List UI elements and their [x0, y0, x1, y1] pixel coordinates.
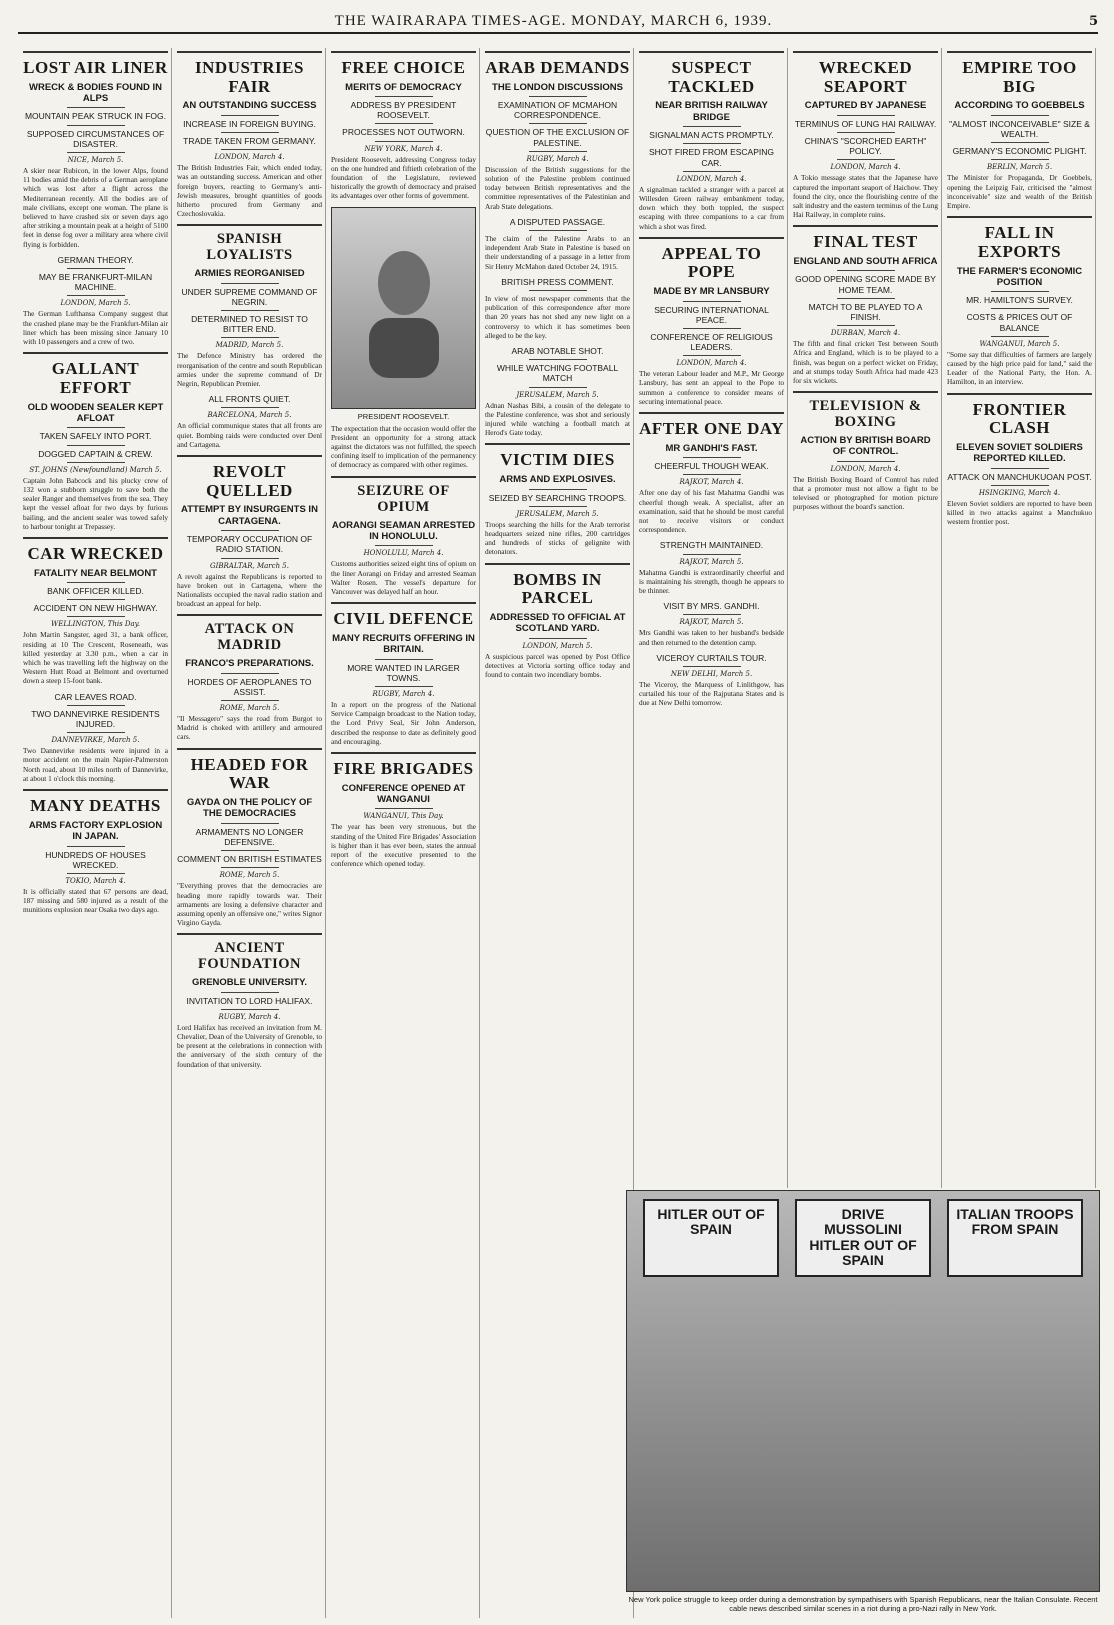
- subheadline: MATCH TO BE PLAYED TO A FINISH.: [808, 301, 923, 322]
- dateline: LONDON, March 4.: [214, 153, 285, 162]
- headline: APPEAL TO POPE: [661, 243, 762, 282]
- column-2: [174, 48, 326, 1618]
- dateline: ST. JOHNS (Newfoundland) March 5.: [29, 465, 162, 474]
- headline: ARAB DEMANDS: [485, 58, 630, 77]
- headline: AFTER ONE DAY: [639, 419, 784, 439]
- article-body: Captain John Babcock and his plucky crew of 132 won a stubborn struggle to save both the sealer Ranger and themselves from the sea. They kept the vessel afloat for two days by furious bailing, and the ancient sealer was towed safely to harbour tonight at Trepassey.: [23, 475, 168, 531]
- subheadline: EXAMINATION OF MCMAHON CORRESPONDENCE.: [497, 100, 618, 121]
- article-body: "Some say that difficulties of farmers are largely caused by the high price paid for land," said the Leader of the National Party, the Hon. A. Hamilton, in an interview.: [947, 349, 1092, 387]
- column-1: [20, 48, 172, 1618]
- subheadline: ENGLAND AND SOUTH AFRICA: [793, 256, 938, 268]
- article: [947, 393, 1092, 527]
- headline: SUSPECT TACKLED: [668, 58, 755, 96]
- article-body: It is officially stated that 67 persons are dead, 187 missing and 580 injured as a result of the munitions explosion near Osaka two days ago.: [23, 886, 168, 915]
- dateline: RUGBY, March 4.: [526, 154, 589, 163]
- article-body: An official communique states that all fronts are quiet. Bombing raids were conducted over Denl and Cartagena.: [177, 421, 322, 449]
- subheadline: SEIZED BY SEARCHING TROOPS.: [488, 492, 627, 503]
- dateline: ROME, March 5.: [219, 871, 280, 880]
- dateline: JERUSALEM, March 5.: [516, 509, 599, 518]
- subheadline: TAKEN SAFELY INTO PORT.: [39, 431, 152, 442]
- headline: MANY DEATHS: [30, 796, 161, 816]
- subheadline: TEMPORARY OCCUPATION OF RADIO STATION.: [186, 534, 313, 555]
- column-5: [636, 48, 788, 1188]
- subheadline: MADE BY MR LANSBURY: [653, 286, 770, 298]
- dateline: ROME, March 5.: [219, 703, 280, 712]
- dateline: WANGANUI, March 5.: [979, 339, 1060, 348]
- subheadline: CHINA'S "SCORCHED EARTH" POLICY.: [804, 135, 927, 157]
- subheadline: ARAB NOTABLE SHOT.: [511, 346, 604, 357]
- article-body: The Minister for Propaganda, Dr Goebbels, opening the Leipzig Fair, criticised the "almost inconceivable" size and wealth of the British Empire.: [947, 173, 1092, 210]
- subheadline: MR GANDHI'S FAST.: [665, 442, 758, 454]
- headline: FRONTIER CLASH: [972, 399, 1067, 438]
- protest-sign: HITLER OUT OF SPAIN: [643, 1199, 779, 1277]
- subheadline: ADDRESSED TO OFFICIAL AT SCOTLAND YARD.: [489, 611, 626, 635]
- article: [23, 692, 168, 783]
- article-body: A revolt against the Republicans is reported to have broken out in Cartagena, where the Nationalists occupied the naval radio station and broadcast an appeal for help.: [177, 571, 322, 609]
- subheadline: ARMAMENTS NO LONGER DEFENSIVE.: [195, 826, 304, 847]
- article-body: The German Lufthansa Company suggest that the crashed plane may be the Frankfurt-Milan air liner which has been missing since January 10 with 10 passengers and a crew of two.: [23, 309, 168, 347]
- protest-photo: [626, 1190, 1100, 1592]
- dateline: BARCELONA, March 5.: [207, 411, 292, 420]
- article-body: The expectation that the occasion would offer the President an opportunity for a strong attack against the dictators was not fulfilled, the speech confining itself to implication of the permanency of democracy as compared with other regimes.: [331, 423, 476, 470]
- column-7: [944, 48, 1096, 1188]
- subheadline: ACTION BY BRITISH BOARD OF CONTROL.: [800, 435, 931, 458]
- article-body: "Il Messagero" says the road from Burgot to Madrid is choked with artillery and armoured cars.: [177, 713, 322, 742]
- portrait-icon: [359, 238, 449, 378]
- article-body: Eleven Soviet soldiers are reported to have been killed in two attacks against a Manchukuo western frontier post.: [947, 499, 1092, 527]
- article-body: A signalman tackled a stranger with a parcel at Willesden Green railway embankment today, down which they both toppled, the suspect escaping with three companions to a car from which a shot was fired.: [639, 184, 784, 231]
- subheadline: OLD WOODEN SEALER KEPT AFLOAT: [27, 401, 164, 424]
- dateline: HSINGKING, March 4.: [978, 489, 1061, 498]
- subheadline: SUPPOSED CIRCUMSTANCES OF DISASTER.: [26, 128, 165, 149]
- article: [177, 933, 322, 1068]
- article-body: Mrs Gandhi was taken to her husband's bedside and then returned to the detention camp.: [639, 628, 784, 647]
- dateline: JERUSALEM, March 5.: [516, 390, 599, 399]
- article-body: Lord Halifax has received an invitation from M. Chevalier, Dean of the University of Grenoble, to be present at the celebrations in connection with the anniversary of the sixth century of the foundation of that university.: [177, 1022, 322, 1069]
- article: [793, 51, 938, 219]
- article: [177, 51, 322, 218]
- article: [639, 653, 784, 708]
- subheadline: SIGNALMAN ACTS PROMPTLY.: [649, 130, 774, 141]
- subheadline: DOGGED CAPTAIN & CREW.: [38, 448, 153, 459]
- article: [23, 255, 168, 346]
- masthead: [18, 10, 1098, 34]
- subheadline: VISIT BY MRS. GANDHI.: [663, 601, 760, 612]
- article-body: Adnan Nashas Bibi, a cousin of the delegate to the Palestine conference, was shot and seriously injured while watching a football match at Herod's Gate today.: [485, 400, 630, 438]
- dateline: RAJKOT, March 5.: [679, 618, 744, 627]
- headline: EMPIRE TOO BIG: [962, 58, 1077, 96]
- subheadline: CONFERENCE OF RELIGIOUS LEADERS.: [650, 331, 773, 353]
- article-body: The veteran Labour leader and M.P., Mr George Lansbury, has sent an appeal to the Pope to summon a conference to consider means of securing international peace.: [639, 369, 784, 406]
- protest-photo-block: [626, 1190, 1100, 1620]
- page-number: 5: [1088, 13, 1098, 29]
- article: [23, 537, 168, 686]
- column-6: [790, 48, 942, 1188]
- subheadline: GRENOBLE UNIVERSITY.: [191, 977, 308, 989]
- article-body: Customs authorities seized eight tins of opium on the liner Aorangi on Friday and arrested Seaman Walter Rosen. The vessel's departure for Vancouver was delayed half an hour.: [331, 559, 476, 596]
- dateline: BERLIN, March 5.: [986, 163, 1053, 172]
- headline: ANCIENT FOUNDATION: [197, 940, 301, 973]
- subheadline: ARMS AND EXPLOSIVES.: [499, 474, 616, 486]
- dateline: LONDON, March 4.: [676, 174, 747, 183]
- article: [793, 391, 938, 511]
- subheadline: ACCORDING TO GOEBBELS: [954, 100, 1085, 112]
- article: [177, 614, 322, 741]
- article: [639, 412, 784, 534]
- dateline: DANNEVIRKE, March 5.: [51, 736, 140, 745]
- article-body: The fifth and final cricket Test between South Africa and England, which is to be played to a finish, was begun on a perfect wicket on Friday, and at stumps today South Africa had made 423 for six wickets.: [793, 339, 938, 385]
- article-body: In view of most newspaper comments that the publication of this correspondence after more than 20 years has not shed any new light on a controversy to which it has sometimes been alleged to be the key.: [485, 294, 630, 340]
- dateline: RUGBY, March 4.: [218, 1012, 281, 1021]
- subheadline: MOUNTAIN PEAK STRUCK IN FOG.: [24, 111, 167, 122]
- subheadline: WHILE WATCHING FOOTBALL MATCH: [496, 363, 619, 384]
- subheadline: GOOD OPENING SCORE MADE BY HOME TEAM.: [795, 274, 936, 295]
- headline: FIRE BRIGADES: [333, 759, 474, 778]
- subheadline: ALL FRONTS QUIET.: [208, 394, 291, 405]
- dateline: NEW DELHI, March 5.: [670, 669, 753, 678]
- article: [331, 476, 476, 596]
- dateline: LONDON, March 4.: [830, 464, 901, 473]
- subheadline: ACCIDENT ON NEW HIGHWAY.: [33, 603, 158, 614]
- headline: VICTIM DIES: [500, 450, 615, 470]
- subheadline: ARMS FACTORY EXPLOSION IN JAPAN.: [28, 819, 163, 843]
- article-body: In a report on the progress of the National Service Campaign broadcast to the Nation today, the Lord Privy Seal, Sir John Anderson, described the response to date as definitely good and encouraging.: [331, 699, 476, 746]
- article: [331, 207, 476, 470]
- subheadline: ATTACK ON MANCHUKUOAN POST.: [947, 471, 1092, 482]
- article-body: The Viceroy, the Marquess of Linlithgow, has curtailed his tour of the Rajputana States and is due at New Delhi tomorrow.: [639, 679, 784, 708]
- subheadline: DETERMINED TO RESIST TO BITTER END.: [191, 314, 308, 335]
- article-body: Mahatma Gandhi is extraordinarily cheerful and is maintaining his strength, though he appears to be thinner.: [639, 567, 784, 595]
- subheadline: A DISPUTED PASSAGE.: [509, 216, 606, 227]
- column-3: [328, 48, 480, 1618]
- subheadline: THE FARMER'S ECONOMIC POSITION: [956, 265, 1083, 288]
- protest-photo-caption: New York police struggle to keep order during a demonstration by sympathisers with Spanish Republicans, near the Italian Consulate. Recent cable news described similar scenes in a riot during a pro-Nazi rally in New York.: [628, 1595, 1098, 1613]
- dateline: DURBAN, March 4.: [830, 329, 901, 338]
- article-body: Discussion of the British suggestions for the solution of the Palestine problem continued today between British representatives and the committee representatives of the Palestinian and Arab State delegations.: [485, 164, 630, 211]
- subheadline: CAPTURED BY JAPANESE: [804, 100, 927, 112]
- subheadline: MERITS OF DEMOCRACY: [345, 81, 462, 93]
- headline: ATTACK ON MADRID: [204, 621, 295, 654]
- article: [23, 352, 168, 531]
- headline: WRECKED SEAPORT: [818, 58, 913, 96]
- article-body: Two Dannevirke residents were injured in a motor accident on the main Napier-Palmerston North road, about 10 miles north of Dannevirke, at about 1 o'clock this morning.: [23, 746, 168, 783]
- headline: FALL IN EXPORTS: [977, 223, 1062, 261]
- dateline: NICE, March 5.: [67, 156, 124, 165]
- article: [639, 540, 784, 595]
- article: [793, 225, 938, 385]
- subheadline: SHOT FIRED FROM ESCAPING CAR.: [649, 147, 774, 168]
- article-body: "Everything proves that the democracies are heading more rapidly towards war. Their armaments are losing a defensive character and assuming openly an offensive one," writes Signor Virgino Gayda.: [177, 881, 322, 928]
- article: [485, 563, 630, 680]
- headline: SEIZURE OF OPIUM: [357, 482, 450, 515]
- article: [23, 789, 168, 914]
- subheadline: AORANGI SEAMAN ARRESTED IN HONOLULU.: [331, 519, 476, 542]
- article: [177, 748, 322, 928]
- subheadline: COSTS & PRICES OUT OF BALANCE: [966, 312, 1073, 333]
- article-body: The Defence Ministry has ordered the reorganisation of the centre and south Republican armies under the supreme command of Dr Negrin, Republican Premier.: [177, 351, 322, 388]
- subheadline: MORE WANTED IN LARGER TOWNS.: [347, 662, 460, 683]
- article-body: The British Industries Fair, which ended today, was an outstanding success. American and other foreign buyers, reacting to Germany's anti-Jewish measures, brought quantities of goods hitherto procured from Germany and Czechoslovakia.: [177, 163, 322, 219]
- article-body: The claim of the Palestine Arabs to an independent Arab State in Palestine is based on their understanding of a passage in a letter from Sir Henry McMahon dated October 24, 1915.: [485, 234, 630, 271]
- photo-caption: PRESIDENT ROOSEVELT.: [357, 411, 450, 421]
- subheadline: TERMINUS OF LUNG HAI RAILWAY.: [794, 118, 937, 129]
- newspaper-title: THE WAIRARAPA TIMES-AGE. MONDAY, MARCH 6, 1939.: [334, 12, 773, 29]
- subheadline: PROCESSES NOT OUTWORN.: [342, 127, 465, 138]
- column-4: [482, 48, 634, 1618]
- article-body: A Tokio message states that the Japanese have captured the important seaport of Haichow. They found the city, once the flourishing centre of the salt industry and the eastern terminus of the Lung Hai Railway, in complete ruins.: [793, 173, 938, 220]
- article: [947, 216, 1092, 387]
- article-body: Troops searching the hills for the Arab terrorist headquarters seized nine rifles, 200 cartridges and hundreds of sticks of gelignite with detonators.: [485, 519, 630, 557]
- subheadline: UNDER SUPREME COMMAND OF NEGRIN.: [181, 286, 318, 307]
- subheadline: NEAR BRITISH RAILWAY BRIDGE: [655, 100, 768, 123]
- headline: TELEVISION & BOXING: [809, 398, 922, 431]
- subheadline: HORDES OF AEROPLANES TO ASSIST.: [187, 676, 312, 697]
- subheadline: VICEROY CURTAILS TOUR.: [656, 652, 767, 663]
- article-body: A suspicious parcel was opened by Post Office detectives at Victoria sorting office today and found to contain two incendiary bombs.: [485, 651, 630, 680]
- subheadline: ELEVEN SOVIET SOLDIERS REPORTED KILLED.: [956, 442, 1083, 465]
- subheadline: ADDRESS BY PRESIDENT ROOSEVELT.: [350, 100, 457, 121]
- subheadline: FRANCO'S PREPARATIONS.: [185, 658, 314, 670]
- subheadline: COMMENT ON BRITISH ESTIMATES: [177, 854, 322, 865]
- subheadline: MANY RECRUITS OFFERING IN BRITAIN.: [332, 632, 475, 656]
- subheadline: SECURING INTERNATIONAL PEACE.: [654, 304, 769, 325]
- subheadline: FATALITY NEAR BELMONT: [34, 567, 157, 579]
- dateline: RAJKOT, March 5.: [679, 557, 744, 566]
- dateline: WANGANUI, This Day.: [363, 812, 444, 821]
- article: [331, 602, 476, 746]
- article: [177, 455, 322, 608]
- dateline: GIBRALTAR, March 5.: [210, 561, 289, 570]
- article: [23, 51, 168, 249]
- article-body: The British Boxing Board of Control has ruled that a promoter must not allow a fight to be televised or photographed for motion picture purposes without the board's sanction.: [793, 474, 938, 512]
- article: [485, 217, 630, 271]
- dateline: LONDON, March 4.: [830, 163, 901, 172]
- subheadline: "ALMOST INCONCEIVABLE" SIZE & WEALTH.: [949, 118, 1090, 139]
- article-body: President Roosevelt, addressing Congress today on the one hundred and fiftieth celebration of the foundation of the Legislature, reviewed historically the growth of democracy and praised its advantages over other forms of government.: [331, 154, 476, 201]
- subheadline: THE LONDON DISCUSSIONS: [492, 81, 623, 93]
- dateline: LONDON, March 5.: [60, 299, 131, 308]
- article: [485, 443, 630, 556]
- protest-sign: ITALIAN TROOPS FROM SPAIN: [947, 1199, 1083, 1277]
- subheadline: ARMIES REORGANISED: [194, 268, 305, 280]
- subheadline: INCREASE IN FOREIGN BUYING.: [183, 118, 316, 129]
- dateline: HONOLULU, March 4.: [363, 549, 444, 558]
- article: [639, 601, 784, 647]
- article-body: The year has been very strenuous, but the standing of the United Fire Brigades' Association is higher than it has ever been, states the annual report of the executive presented to the conference which opened today.: [331, 822, 476, 869]
- portrait-photo: [331, 207, 476, 409]
- article: [177, 224, 322, 388]
- headline: REVOLT QUELLED: [206, 461, 293, 500]
- dateline: RUGBY, March 4.: [372, 689, 435, 698]
- article-body: After one day of his fast Mahatma Gandhi was cheerful though weak. A specialist, after an examination, said that he should be most careful not to receive visitors or conduct correspondence.: [639, 488, 784, 535]
- headline: HEADED FOR WAR: [190, 754, 309, 793]
- subheadline: GERMAN THEORY.: [57, 254, 134, 265]
- subheadline: TWO DANNEVIRKE RESIDENTS INJURED.: [31, 708, 160, 730]
- subheadline: STRENGTH MAINTAINED.: [659, 540, 764, 551]
- subheadline: CAR LEAVES ROAD.: [54, 691, 137, 702]
- dateline: TOKIO, March 4.: [65, 876, 126, 885]
- subheadline: GERMANY'S ECONOMIC PLIGHT.: [952, 146, 1087, 157]
- subheadline: MR. HAMILTON'S SURVEY.: [966, 295, 1073, 306]
- dateline: RAJKOT, March 4.: [679, 478, 744, 487]
- headline: FINAL TEST: [813, 232, 918, 252]
- subheadline: CHEERFUL THOUGH WEAK.: [654, 461, 769, 472]
- article: [947, 51, 1092, 210]
- headline: BOMBS IN PARCEL: [513, 569, 602, 608]
- protest-sign: DRIVE MUSSOLINI HITLER OUT OF SPAIN: [795, 1199, 931, 1277]
- article: [485, 51, 630, 211]
- subheadline: CONFERENCE OPENED AT WANGANUI: [341, 782, 466, 806]
- subheadline: BRITISH PRESS COMMENT.: [501, 276, 614, 287]
- headline: SPANISH LOYALISTS: [206, 231, 293, 264]
- subheadline: HUNDREDS OF HOUSES WRECKED.: [45, 849, 146, 870]
- subheadline: INVITATION TO LORD HALIFAX.: [186, 995, 313, 1006]
- dateline: LONDON, March 5.: [522, 641, 593, 650]
- article: [331, 51, 476, 201]
- article: [485, 346, 630, 437]
- article: [639, 237, 784, 406]
- article: [177, 394, 322, 449]
- article: [331, 752, 476, 868]
- dateline: MADRID, March 5.: [215, 341, 284, 350]
- article: [485, 277, 630, 340]
- headline: INDUSTRIES FAIR: [195, 58, 304, 96]
- subheadline: BANK OFFICER KILLED.: [47, 586, 144, 597]
- subheadline: TRADE TAKEN FROM GERMANY.: [183, 135, 316, 146]
- subheadline: AN OUTSTANDING SUCCESS: [182, 100, 317, 112]
- subheadline: QUESTION OF THE EXCLUSION OF PALESTINE.: [485, 127, 630, 148]
- dateline: LONDON, March 4.: [676, 359, 747, 368]
- headline: CAR WRECKED: [27, 543, 164, 563]
- article: [639, 51, 784, 231]
- headline: LOST AIR LINER: [23, 58, 168, 77]
- subheadline: WRECK & BODIES FOUND IN ALPS: [29, 81, 162, 105]
- article-body: John Martin Sangster, aged 31, a bank officer, residing at 10 The Crescent, Roseneath, was killed yesterday at 3.30 p.m., when a car in which he was travelling left the highway on the Western Hutt Road at Belmont and overturned down a steep 15-foot bank.: [23, 630, 168, 686]
- dateline: WELLINGTON, This Day.: [51, 620, 140, 629]
- article-body: A skier near Rubicon, in the lower Alps, found 11 bodies amid the debris of a German aeroplane which was lost after a flight across the Mediterranean recently. All the bodies are of male civilians, except one woman. The plane is believed to have crashed six or seven days ago after striking a mountain peak at a height of 5100 feet in dense fog over a military area where civil flying is forbidden.: [23, 166, 168, 249]
- headline: CIVIL DEFENCE: [333, 609, 474, 629]
- subheadline: ATTEMPT BY INSURGENTS IN CARTAGENA.: [181, 504, 318, 527]
- subheadline: MAY BE FRANKFURT-MILAN MACHINE.: [38, 272, 153, 293]
- headline: GALLANT EFFORT: [51, 359, 140, 397]
- subheadline: GAYDA ON THE POLICY OF THE DEMOCRACIES: [186, 796, 313, 820]
- headline: FREE CHOICE: [341, 58, 466, 77]
- dateline: NEW YORK, March 4.: [364, 144, 443, 153]
